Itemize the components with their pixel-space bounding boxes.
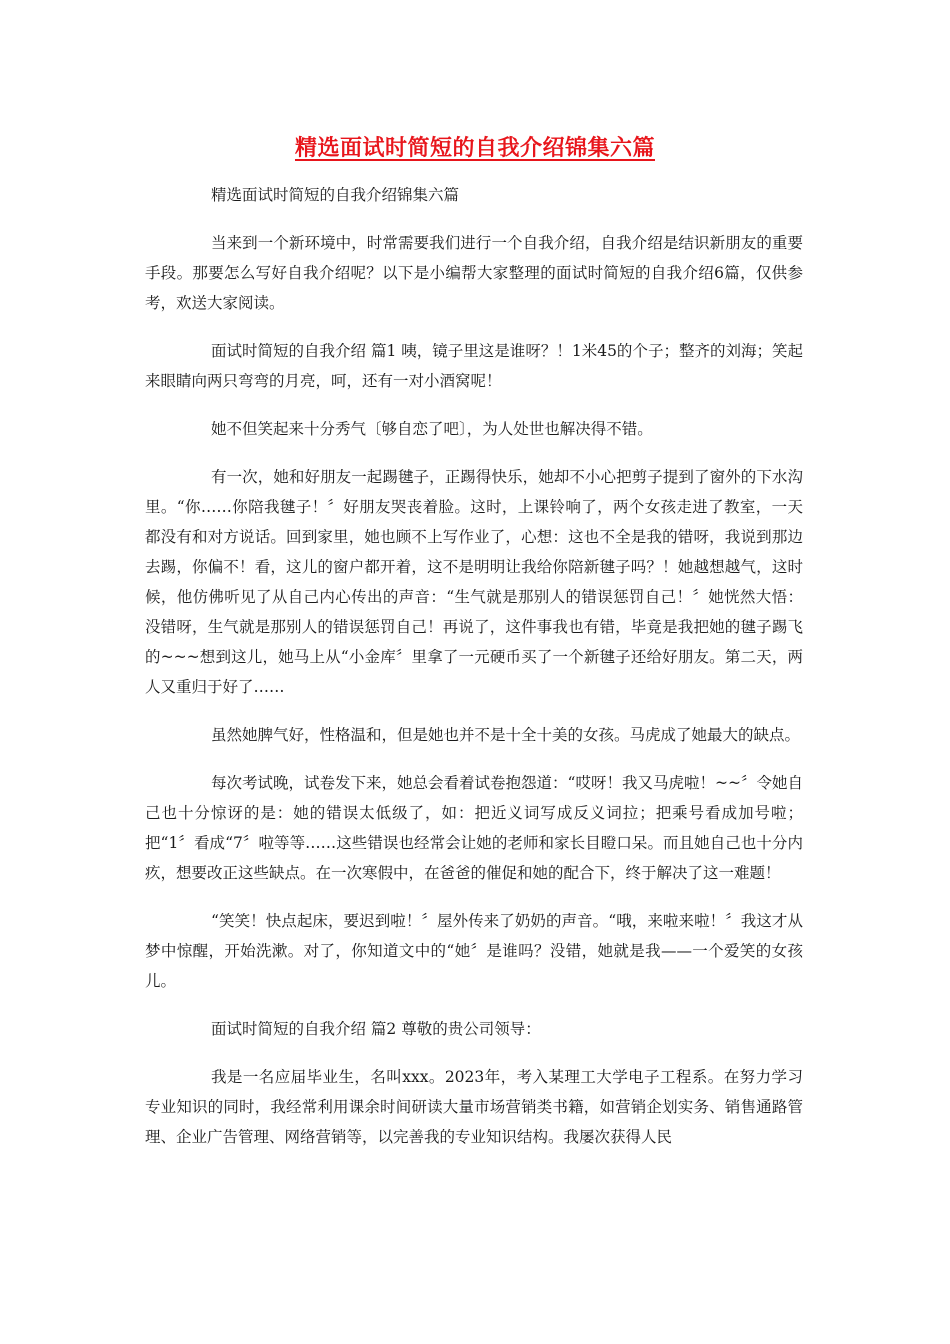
paragraph: “笑笑！快点起床，要迟到啦！〞屋外传来了奶奶的声音。“哦，来啦来啦！〞我这才从梦中惊醒，开始洗漱。对了，你知道文中的“她〞是谁吗？没错，她就是我——一个爱笑的女孩儿。 [145,912,803,990]
paragraph: 每次考试晚，试卷发下来，她总会看着试卷抱怨道：“哎呀！我又马虎啦！~~〞令她自己也十分惊讶的是：她的错误太低级了，如：把近义词写成反义词拉；把乘号看成加号啦；把“1〞看成“7〞啦等等……这些错误也经常会让她的老师和家长目瞪口呆。而且她自己也十分内疚，想要改正这些缺点。在一次寒假中，在爸爸的催促和她的配合下，终于解决了这一难题！ [145,774,803,882]
paragraph-piece2-opening: 面试时简短的自我介绍 篇2 尊敬的贵公司领导： [211,1020,541,1038]
paragraph-intro: 当来到一个新环境中，时常需要我们进行一个自我介绍，自我介绍是结识新朋友的重要手段。那要怎么写好自我介绍呢？以下是小编帮大家整理的面试时简短的自我介绍6篇，仅供参考，欢送大家阅读。 [145,234,803,312]
paragraph-piece1-opening: 面试时简短的自我介绍 篇1 咦，镜子里这是谁呀？！1米45的个子；整齐的刘海；笑起来眼睛向两只弯弯的月亮，呵，还有一对小酒窝呢！ [145,342,803,390]
document-body [145,180,803,1170]
paragraph: 她不但笑起来十分秀气〔够自恋了吧〕，为人处世也解决得不错。 [211,420,653,438]
paragraph-subtitle: 精选面试时简短的自我介绍锦集六篇 [211,186,460,204]
paragraph: 虽然她脾气好，性格温和，但是她也并不是十全十美的女孩。马虎成了她最大的缺点。 [211,726,801,744]
paragraph: 我是一名应届毕业生，名叫xxx。2023年，考入某理工大学电子工程系。在努力学习专业知识的同时，我经常利用课余时间研读大量市场营销类书籍，如营销企划实务、销售通路管理、企业广告管理、网络营销等，以完善我的专业知识结构。我屡次获得人民 [145,1068,803,1146]
document-title: 精选面试时简短的自我介绍锦集六篇 [294,136,655,161]
paragraph: 有一次，她和好朋友一起踢毽子，正踢得快乐，她却不小心把剪子提到了窗外的下水沟里。“你……你陪我毽子！〞好朋友哭丧着脸。这时，上课铃响了，两个女孩走进了教室，一天都没有和对方说话。回到家里，她也顾不上写作业了，心想：这也不全是我的错呀，我说到那边去踢，你偏不！看，这儿的窗户都开着，这不是明明让我给你陪新毽子吗？！她越想越气，这时候，他仿佛听见了从自己内心传出的声音：“生气就是那别人的错误惩罚自己！〞她恍然大悟：没错呀，生气就是那别人的错误惩罚自己！再说了，这件事我也有错，毕竟是我把她的毽子踢飞的~~~想到这儿，她马上从“小金库〞里拿了一元硬币买了一个新毽子还给好朋友。第二天，两人又重归于好了…… [145,468,803,696]
